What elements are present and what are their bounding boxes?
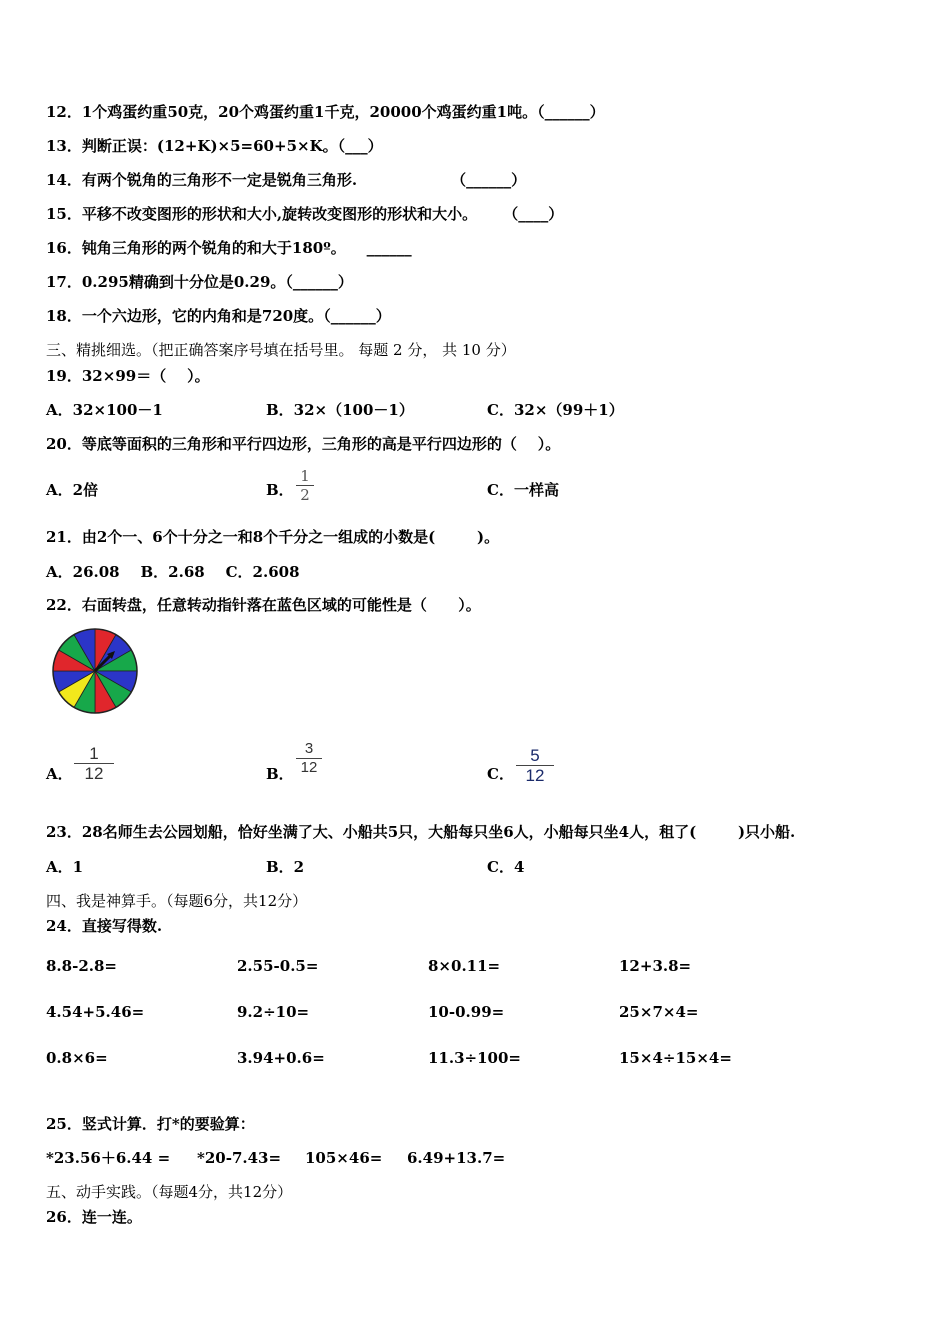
question-16: 16．钝角三角形的两个锐角的和大于180º。 ______ <box>46 239 412 257</box>
vertical-calc-item: 6.49+13.7= <box>407 1149 506 1167</box>
calc-item: 10-0.99= <box>428 1003 505 1021</box>
calc-item: 8.8-2.8= <box>46 957 117 975</box>
question-24-stem: 24．直接写得数. <box>46 917 163 935</box>
fraction-one-half <box>296 467 314 504</box>
question-17: 17．0.295精确到十分位是0.29。（______） <box>46 273 353 291</box>
vertical-calc-item: 105×46= <box>305 1149 383 1167</box>
spinner-wheel <box>49 627 141 715</box>
vertical-calc-item: *23.56＋6.44 = <box>46 1149 171 1167</box>
fraction-three-twelfths <box>296 740 322 777</box>
fraction-numerator: 1 <box>300 467 310 485</box>
fraction-denominator: 12 <box>516 765 554 785</box>
question-19-option-a: A．32×100－1 <box>46 401 163 419</box>
fraction-denominator: 2 <box>296 485 314 504</box>
calc-item: 0.8×6= <box>46 1049 108 1067</box>
fraction-denominator: 12 <box>296 758 322 777</box>
vertical-calc-item: *20-7.43= <box>197 1149 282 1167</box>
question-23-option-b: B．2 <box>266 858 305 876</box>
question-19-stem: 19．32×99＝（ ）。 <box>46 367 210 385</box>
fraction-numerator: 1 <box>89 744 99 763</box>
question-20-option-c: C．一样高 <box>487 481 559 499</box>
calc-item: 15×4÷15×4= <box>619 1049 732 1067</box>
question-12: 12．1个鸡蛋约重50克，20个鸡蛋约重1千克，20000个鸡蛋约重1吨。（______） <box>46 103 605 121</box>
calc-item: 11.3÷100= <box>428 1049 521 1067</box>
question-20-option-b: B． <box>266 481 294 499</box>
question-26-stem: 26．连一连。 <box>46 1208 142 1226</box>
fraction-one-twelfth <box>74 744 114 783</box>
section-5-heading: 五、动手实践。（每题4分，共12分） <box>46 1183 293 1201</box>
calc-item: 8×0.11= <box>428 957 501 975</box>
question-15: 15．平移不改变图形的形状和大小,旋转改变图形的形状和大小。 （____） <box>46 205 564 223</box>
question-20-stem: 20．等底等面积的三角形和平行四边形，三角形的高是平行四边形的（ ）。 <box>46 435 561 453</box>
fraction-numerator: 5 <box>530 746 540 765</box>
question-13: 13．判断正误：(12+K)×5=60+5×K。（___） <box>46 137 383 155</box>
question-21-stem: 21．由2个一、6个十分之一和8个千分之一组成的小数是( )。 <box>46 528 500 546</box>
question-22-option-c: C． <box>487 765 514 783</box>
section-3-heading: 三、精挑细选。（把正确答案序号填在括号里。 每题 2 分， 共 10 分） <box>46 341 516 359</box>
fraction-denominator: 12 <box>74 763 114 783</box>
calc-item: 4.54+5.46= <box>46 1003 145 1021</box>
fraction-five-twelfths <box>516 746 554 785</box>
fraction-numerator: 3 <box>304 740 314 757</box>
question-21-options: A．26.08 B．2.68 C．2.608 <box>46 563 300 581</box>
question-23-stem: 23．28名师生去公园划船，恰好坐满了大、小船共5只，大船每只坐6人，小船每只坐4人，租了( )只小船. <box>46 823 796 841</box>
question-18: 18．一个六边形，它的内角和是720度。（______） <box>46 307 391 325</box>
question-22-option-a: A． <box>46 765 73 783</box>
question-19-option-c: C．32×（99＋1） <box>487 401 624 419</box>
question-25-stem: 25．竖式计算．打*的要验算： <box>46 1115 255 1133</box>
question-14: 14．有两个锐角的三角形不一定是锐角三角形. （______） <box>46 171 527 189</box>
question-19-option-b: B．32×（100－1） <box>266 401 414 419</box>
calc-item: 12+3.8= <box>619 957 692 975</box>
question-23-option-c: C．4 <box>487 858 525 876</box>
question-20-option-a: A．2倍 <box>46 481 99 499</box>
calc-item: 25×7×4= <box>619 1003 699 1021</box>
question-23-option-a: A．1 <box>46 858 84 876</box>
calc-item: 3.94+0.6= <box>237 1049 325 1067</box>
calc-item: 2.55-0.5= <box>237 957 319 975</box>
question-22-stem: 22．右面转盘，任意转动指针落在蓝色区域的可能性是（ ）。 <box>46 596 481 614</box>
section-4-heading: 四、我是神算手。（每题6分，共12分） <box>46 892 308 910</box>
question-22-option-b: B． <box>266 765 294 783</box>
calc-item: 9.2÷10= <box>237 1003 310 1021</box>
